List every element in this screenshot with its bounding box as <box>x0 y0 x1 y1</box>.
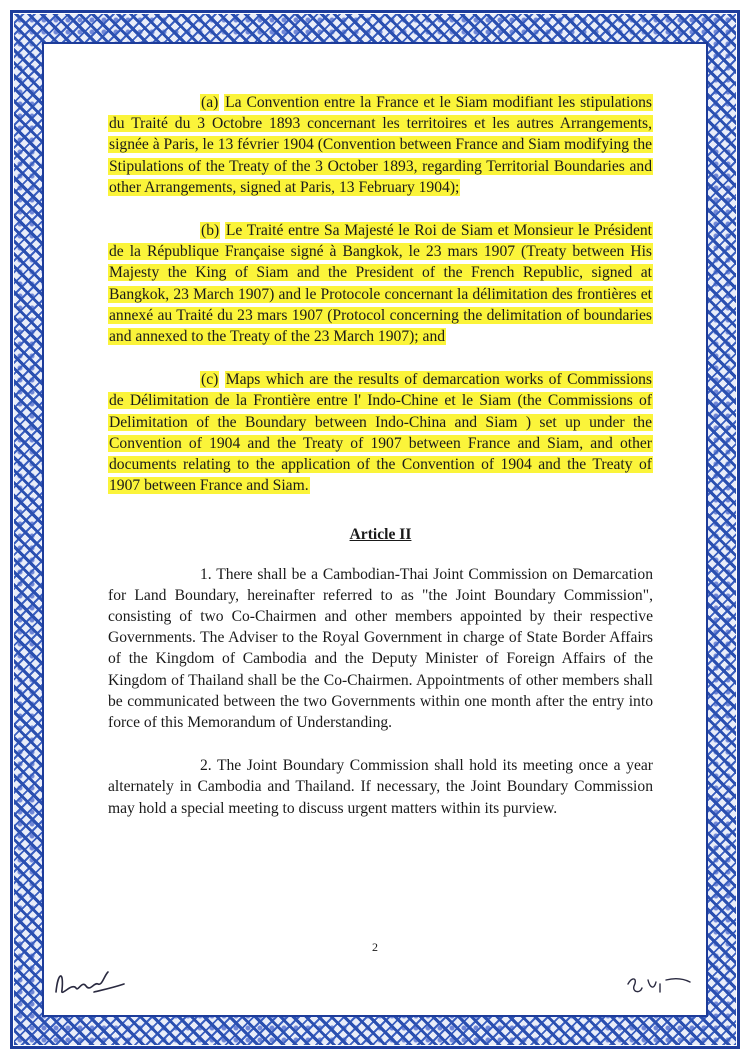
article-heading: Article II <box>349 526 412 544</box>
item-b-text: Le Traité entre Sa Majesté le Roi de Siam et Monsieur le Président de la République Française signé à Bangkok, le 23 mars 1907 (Treaty between His Majesty the King of Siam and the President of the French Republic, signed at Bangkok, 23 March 1907) and le Protocole concernant la délimitation des frontières et annexé au Traité du 23 mars 1907 (Protocol concerning the delimitation of boundaries and annexed to the Treaty of the 23 March 1907); and <box>109 222 652 346</box>
signature-right <box>620 966 700 1002</box>
item-c <box>108 369 653 496</box>
page-number: 2 <box>372 940 378 954</box>
item-a-text: La Convention entre la France et le Siam modifiant les stipulations du Traité du 3 Octobre 1893 concernant les territoires et les autres Arrangements, signée à Paris, le 13 février 1904 (Convention between France and Siam modifying the Stipulations of the Treaty of the 3 October 1893, regarding Territorial Boundaries and other Arrangements, signed at Paris, 13 February 1904); <box>109 94 653 196</box>
item-a <box>108 92 653 198</box>
signature-left <box>50 962 130 1002</box>
paragraph-2 <box>108 755 653 819</box>
paragraph-1-text: 1. There shall be a Cambodian-Thai Joint Commission on Demarcation for Land Boundary, hereinafter referred to as "the Joint Boundary Commission", consisting of two Co-Chairmen and other members appointed by their respective Governments. The Adviser to the Royal Government in charge of State Border Affairs of the Kingdom of Cambodia and the Deputy Minister of Foreign Affairs of the Kingdom of Thailand shall be the Co-Chairmen. Appointments of other members shall be communicated between the two Governments within one month after the entry into force of this Memorandum of Understanding. <box>108 565 653 732</box>
item-b-label: (b) <box>201 222 220 240</box>
document-content <box>108 92 653 819</box>
item-c-text: Maps which are the results of demarcation works of Commissions de Délimitation de la Frontière entre l' Indo-Chine et le Siam (the Commissions of Delimitation of the Boundary between Indo-China and Siam ) set up under the Convention of 1904 and the Treaty of 1907 between France and Siam, and other documents relating to the application of the Convention of 1904 and the Treaty of 1907 between France and Siam. <box>109 371 652 495</box>
paragraph-1 <box>108 564 653 734</box>
item-a-label: (a) <box>201 94 219 111</box>
item-b <box>108 220 653 347</box>
item-c-label: (c) <box>201 371 219 389</box>
paragraph-2-text: 2. The Joint Boundary Commission shall hold its meeting once a year alternately in Cambodia and Thailand. If necessary, the Joint Boundary Commission may hold a special meeting to discuss urgent matters within its purview. <box>108 757 653 817</box>
